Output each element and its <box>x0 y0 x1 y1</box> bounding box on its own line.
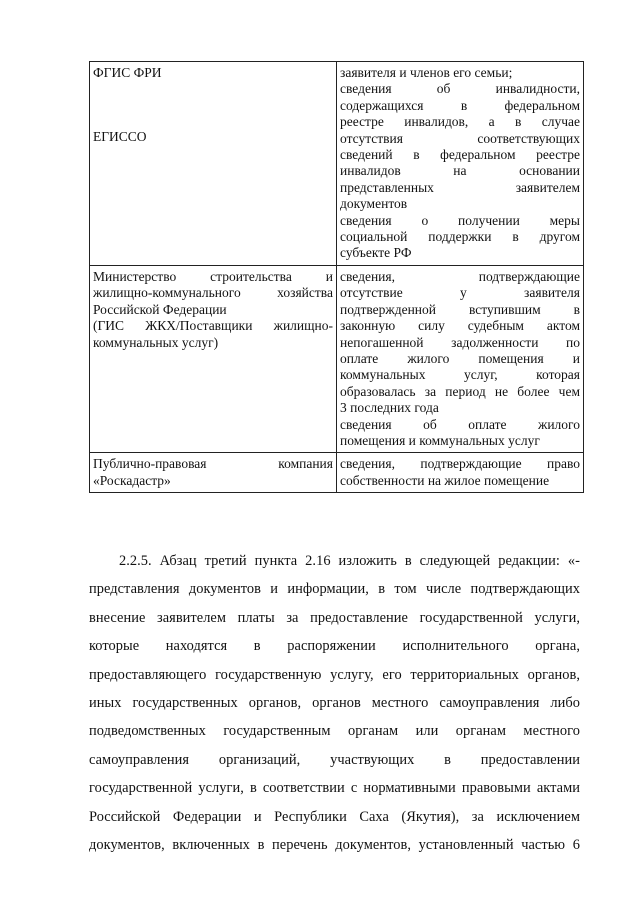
table-row <box>90 62 584 266</box>
cell-line: субъекте РФ <box>340 245 412 261</box>
cell-line: Публично-правовая компания <box>93 456 333 472</box>
cell-line: помещения и коммунальных услуг <box>340 432 540 448</box>
paragraph-line: документов, включенных в перечень документов, установленный частью 6 <box>89 837 580 854</box>
cell-line: заявителя и членов его семьи; <box>340 65 513 80</box>
cell-line: коммунальных услуг) <box>93 334 219 350</box>
cell-line: отсутствие у заявителя <box>340 285 580 301</box>
services-table <box>89 61 584 493</box>
paragraph-line: внесение заявителем платы за предоставление государственной услуги, <box>89 609 580 626</box>
cell-line: сведения, подтверждающие право <box>340 456 580 472</box>
cell-line: социальной поддержки в другом <box>340 229 580 245</box>
cell-line: «Роскадастр» <box>93 472 171 488</box>
paragraph-line: самоуправления организаций, участвующих в предоставлении <box>89 751 580 768</box>
table-row <box>90 453 584 493</box>
cell-line: Министерство строительства и <box>93 268 333 284</box>
cell-line: жилищно-коммунального хозяйства <box>93 285 333 301</box>
cell-line: непогашенной задолженности по <box>340 334 580 350</box>
cell-line: образовалась за период не более чем <box>340 383 580 399</box>
cell-line: отсутствия соответствующих <box>340 130 580 146</box>
cell-line: подтвержденной вступившим в <box>340 301 580 317</box>
cell-gap <box>93 81 333 129</box>
cell-line: (ГИС ЖКХ/Поставщики жилищно- <box>93 318 333 334</box>
table-row <box>90 265 584 452</box>
cell-line: ФГИС ФРИ <box>93 65 162 80</box>
table-cell-info <box>337 62 584 266</box>
amendment-paragraph <box>89 547 580 859</box>
cell-line: представленных заявителем <box>340 179 580 195</box>
table-cell-source <box>90 265 337 452</box>
paragraph-line: 2.2.5. Абзац третий пункта 2.16 изложить в следующей редакции: «- <box>119 553 580 569</box>
cell-line: содержащихся в федеральном <box>340 97 580 113</box>
paragraph-line: государственной услуги, в соответствии с нормативными правовыми актами <box>89 780 580 797</box>
paragraph-line: которые находятся в распоряжении исполнительного органа, <box>89 638 580 655</box>
paragraph-line: представления документов и информации, в том числе подтверждающих <box>89 581 580 598</box>
cell-line: 3 последних года <box>340 400 439 416</box>
cell-line: документов <box>340 196 408 212</box>
cell-line: коммунальных услуг, которая <box>340 367 580 383</box>
cell-line: собственности на жилое помещение <box>340 472 550 488</box>
cell-line: сведений в федеральном реестре <box>340 147 580 163</box>
table-cell-info <box>337 453 584 493</box>
paragraph-line: Российской Федерации и Республики Саха (Якутия), за исключением <box>89 808 580 825</box>
paragraph-line: иных государственных органов, органов местного самоуправления либо <box>89 695 580 712</box>
paragraph-line: предоставляющего государственную услугу, его территориальных органов, <box>89 666 580 683</box>
cell-line: сведения об инвалидности, <box>340 81 580 97</box>
cell-line: инвалидов на основании <box>340 163 580 179</box>
table-cell-source <box>90 62 337 266</box>
cell-line: сведения о получении меры <box>340 212 580 228</box>
paragraph-line: подведомственных государственным органам или органам местного <box>89 723 580 740</box>
table-cell-info <box>337 265 584 452</box>
cell-line: сведения, подтверждающие <box>340 268 580 284</box>
cell-line: Российской Федерации <box>93 301 227 317</box>
cell-line: реестре инвалидов, а в случае <box>340 114 580 130</box>
cell-line: сведения об оплате жилого <box>340 416 580 432</box>
cell-line: ЕГИССО <box>93 129 147 145</box>
cell-line: оплате жилого помещения и <box>340 350 580 366</box>
cell-line: законную силу судебным актом <box>340 318 580 334</box>
table-cell-source <box>90 453 337 493</box>
